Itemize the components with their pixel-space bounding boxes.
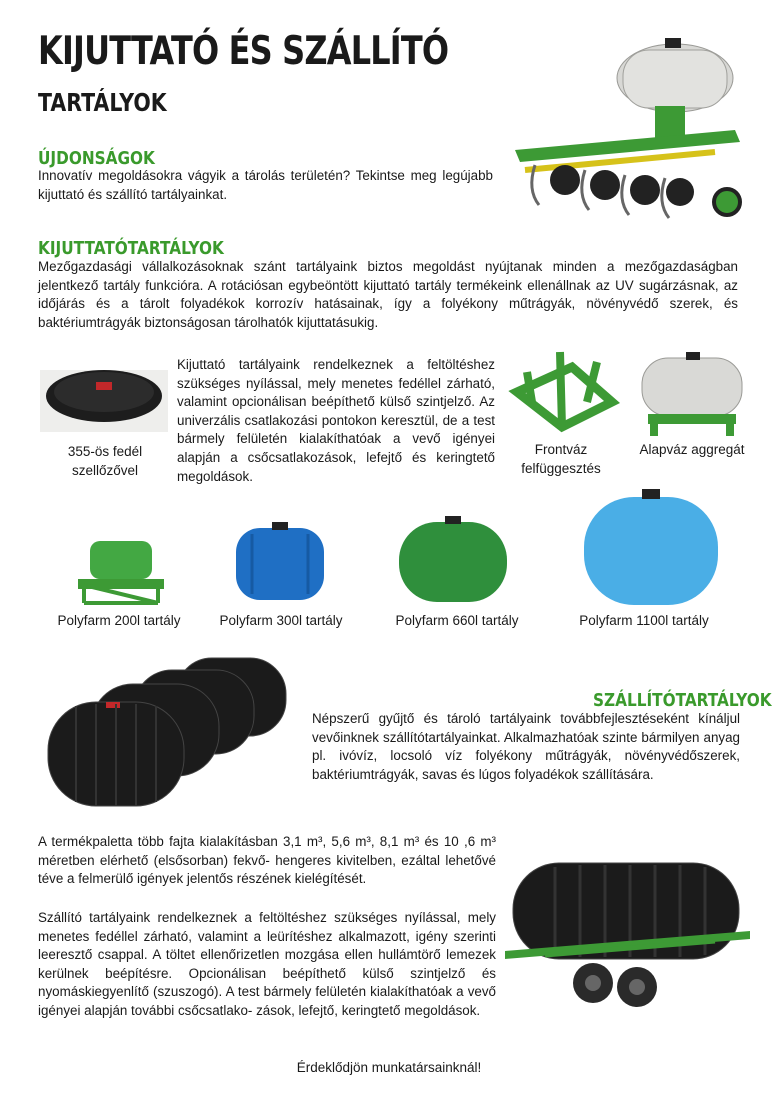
alapvaz-image: [636, 352, 748, 438]
footer-text: Érdeklődjön munkatársainknál!: [296, 1060, 482, 1075]
transport-tanks-stack-image: [36, 650, 298, 812]
tank-1100-label: Polyfarm 1100l tartály: [579, 613, 709, 628]
trailer-tank-image: [505, 855, 755, 1015]
tank-660-image: [395, 516, 511, 606]
section-heading-szallito: SZÁLLÍTÓTARTÁLYOK: [593, 690, 772, 711]
kijuttato-text: Mezőgazdasági vállalkozásoknak szánt tartályaink biztos megoldást nyújtanak minden a mezőgazdaságban jelentkező tartály funkcióra. A rotációsan egybeöntött kijuttató tartály termékeink ellenállnak az UV sugárzásnak, az időjárás és a tárolt folyadékok korrozív hatásainak, így a folyékony műtrágyák, növényvédő szerek, és baktériumtrágyák biztonságosan tárolhatók kijuttatásukig.: [38, 259, 738, 330]
tank-200-label: Polyfarm 200l tartály: [57, 613, 181, 628]
kijuttato-text2: Kijuttató tartályaink rendelkeznek a feltöltéshez szükséges nyílással, mely menetes fedéllel zárható, valamint opcionálisan beépíthető külső szintjelző. Az univerzális csatlakozási pontokon keresztül, de a test bármely felületén kialakíthatóak a vevő igényei alapján a csőcsatlakozások, lefejtő és keringtető megoldások.: [177, 357, 495, 484]
tank-660-label: Polyfarm 660l tartály: [395, 613, 519, 628]
tank-300-label: Polyfarm 300l tartály: [219, 613, 343, 628]
alapvaz-caption: Alapváz aggregát: [639, 442, 745, 457]
szallito-paletta-text: A termékpaletta több fajta kialakításban 3,1 m³, 5,6 m³, 8,1 m³ és 10 ,6 m³ méretben elérhető (elsősorban) fekvő- hengeres kivitelben, ezáltal lehetővé téve a felmerülő igények jelentős részének kielégítését.: [38, 834, 496, 887]
lid-image: [40, 360, 168, 432]
frontvaz-image: [502, 342, 622, 437]
tank-1100-image: [580, 487, 722, 609]
tank-300-image: [232, 522, 328, 606]
section-heading-kijuttato: KIJUTTATÓTARTÁLYOK: [38, 238, 224, 259]
tank-200-image: [70, 537, 170, 607]
frontvaz-caption: Frontváz felfüggesztés: [521, 442, 601, 476]
section-heading-ujdonsagok: ÚJDONSÁGOK: [38, 148, 155, 169]
lid-caption: 355-ös fedél szellőzővel: [67, 444, 143, 478]
page-title: KIJUTTATÓ ÉS SZÁLLÍTÓ: [38, 29, 449, 74]
page-subtitle: TARTÁLYOK: [38, 88, 167, 117]
ujdonsagok-text: Innovatív megoldásokra vágyik a tárolás területén? Tekintse meg legújabb kijuttató és szállító tartályainkat.: [38, 168, 493, 202]
szallito-text2: Szállító tartályaink rendelkeznek a feltöltéshez szükséges nyílással, mely menetes fedéllel zárható, valamint a leürítéshez alkalmazott, igény szerinti leeresztő csappal. A töltet ellenőrizetlen mozgása ellen hullámtörő lemezek kerülnek beépítésre. Opcionálisan beépíthető külső szintjelző és nyomáskiegyenlítő (szuszogó). A test bármely felületén kialakíthatóak a vevő igényei alapján további csőcsatlako- zások, lefejtő, keringtető megoldások.: [38, 910, 496, 1018]
sprayer-machine-image: [505, 30, 755, 220]
szallito-text: Népszerű gyűjtő és tároló tartályaink továbbfejlesztéseként kínáljul vevőinknek szállítótartályainkat. Alkalmazhatóak szinte bármilyen anyag pl. ivóvíz, locsoló víz folyékony műtrágyák, növényvédőszerek, baktériumtrágyák, savas és lúgos folyadékok szállítására.: [312, 711, 740, 782]
